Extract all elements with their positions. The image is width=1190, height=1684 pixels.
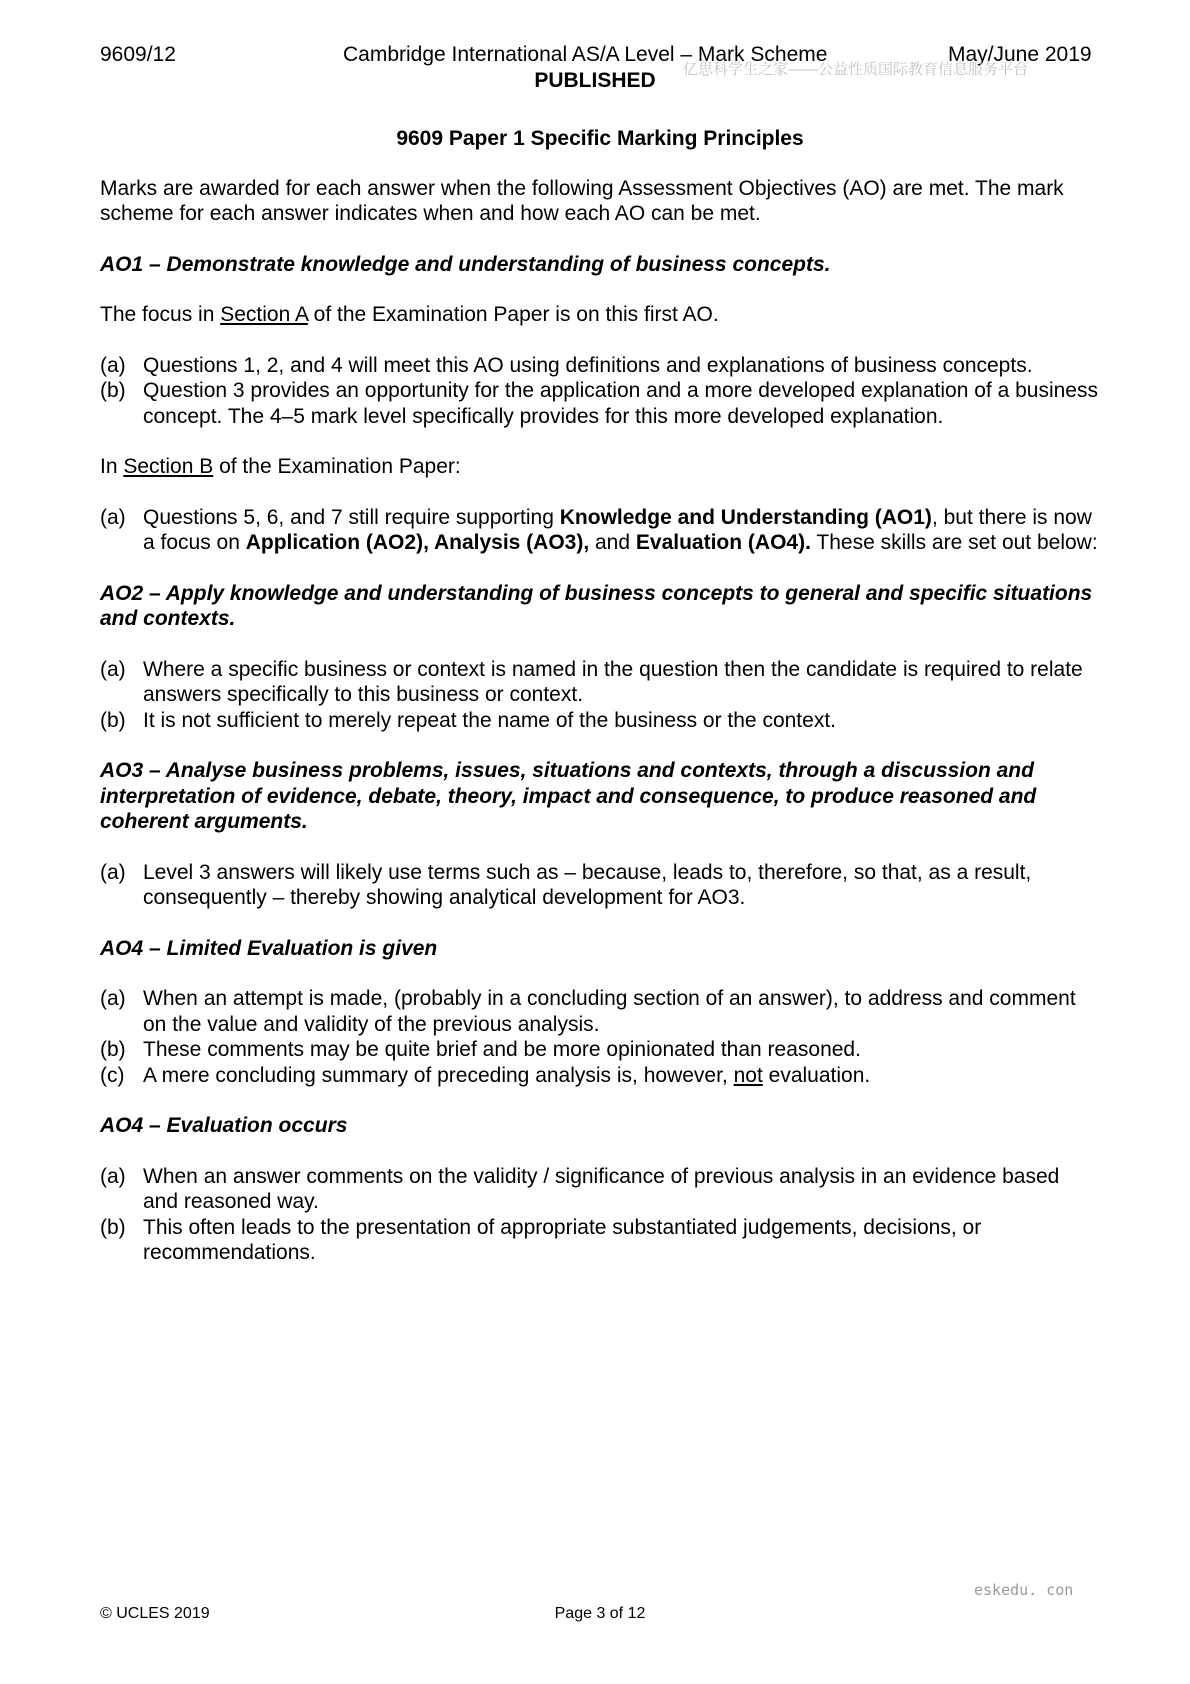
ao1-list: [100, 353, 1100, 430]
ao2-list: [100, 657, 1100, 734]
header-status: PUBLISHED: [534, 69, 656, 92]
ao3-list: [100, 860, 1100, 911]
document-body: [100, 126, 1100, 1291]
item-text: It is not sufficient to merely repeat the name of the business or the context.: [143, 708, 836, 732]
list-item: [100, 353, 1100, 379]
item-text: This often leads to the presentation of appropriate substantiated judgements, decisions, or recommendations.: [143, 1215, 982, 1264]
item-text: Questions 1, 2, and 4 will meet this AO using definitions and explanations of business concepts.: [143, 353, 1033, 377]
header-date: May/June 2019: [948, 43, 1092, 66]
copyright: © UCLES 2019: [100, 1605, 210, 1622]
ao4-occurs-heading: AO4 – Evaluation occurs: [100, 1114, 348, 1137]
list-item: [100, 986, 1100, 1037]
list-item: (a) Questions 5, 6, and 7 still require supporting Knowledge and Understanding (AO1), but there is now a focus on Application (AO2), Analysis (AO3), and Evaluation (AO4). These skills are set out below:: [100, 505, 1098, 554]
item-label: (a): [100, 860, 126, 884]
ao1-focus-paragraph: The focus in Section A of the Examination Paper is on this first AO.: [100, 303, 719, 326]
item-text: When an answer comments on the validity / significance of previous analysis in an evidence based and reasoned way.: [143, 1164, 1060, 1213]
item-text: These comments may be quite brief and be more opinionated than reasoned.: [143, 1038, 861, 1061]
list-item: [100, 1037, 1100, 1063]
item-label: (a): [100, 657, 126, 681]
page-heading: 9609 Paper 1 Specific Marking Principles: [396, 127, 804, 150]
paper-code: 9609/12: [100, 43, 176, 66]
list-item: [100, 860, 1100, 911]
section-b-list: [100, 505, 1100, 556]
intro-paragraph: Marks are awarded for each answer when the following Assessment Objectives (AO) are met. The mark scheme for each answer indicates when and how each AO can be met.: [100, 176, 1064, 225]
section-b-ref: Section B: [123, 455, 214, 478]
item-label: (a): [100, 505, 126, 529]
item-text: Where a specific business or context is named in the question then the candidate is required to relate answers specifically to this business or context.: [143, 657, 1083, 706]
item-label: (a): [100, 987, 126, 1010]
ao4-limited-list: [100, 986, 1100, 1088]
item-label: (a): [100, 353, 126, 377]
item-label: (a): [100, 1164, 126, 1188]
list-item: [100, 378, 1100, 429]
list-item: [100, 1164, 1100, 1215]
ao4-occurs-list: [100, 1164, 1100, 1266]
item-label: (b): [100, 708, 126, 732]
list-item: (c) A mere concluding summary of preceding analysis is, however, not evaluation.: [100, 1063, 871, 1087]
list-item: [100, 657, 1100, 708]
ao4-limited-heading: AO4 – Limited Evaluation is given: [100, 936, 438, 960]
header-title: Cambridge International AS/A Level – Mark Scheme: [343, 43, 828, 66]
ao3-heading: AO3 – Analyse business problems, issues, situations and contexts, through a discussion and interpretation of evidence, debate, theory, impact and consequence, to produce reasoned and coherent arguments.: [100, 759, 1037, 833]
page-number: Page 3 of 12: [554, 1605, 646, 1622]
list-item: [100, 1215, 1100, 1266]
section-a-ref: Section A: [220, 303, 308, 326]
item-text: When an attempt is made, (probably in a concluding section of an answer), to address and comment on the value and validity of the previous analysis.: [143, 987, 1076, 1036]
item-label: (b): [100, 1215, 126, 1239]
list-item: [100, 708, 1100, 734]
item-text: Level 3 answers will likely use terms such as – because, leads to, therefore, so that, as a result, consequently – thereby showing analytical development for AO3.: [143, 860, 1032, 909]
not-emphasis: not: [733, 1063, 763, 1087]
item-label: (b): [100, 379, 126, 402]
item-label: (c): [100, 1063, 125, 1087]
ao2-heading: AO2 – Apply knowledge and understanding of business concepts to general and specific situations and contexts.: [100, 581, 1093, 630]
ao1-heading: AO1 – Demonstrate knowledge and understanding of business concepts.: [100, 252, 831, 276]
section-b-paragraph: In Section B of the Examination Paper:: [100, 455, 461, 478]
watermark: 亿思科学生之家——公益性质国际教育信息服务平台: [683, 61, 1029, 78]
item-label: (b): [100, 1038, 126, 1061]
item-text: Question 3 provides an opportunity for the application and a more developed explanation of a business concept. The 4–5 mark level specifically provides for this more developed explanation.: [143, 379, 1098, 428]
site-watermark: eskedu. con: [974, 1581, 1074, 1599]
